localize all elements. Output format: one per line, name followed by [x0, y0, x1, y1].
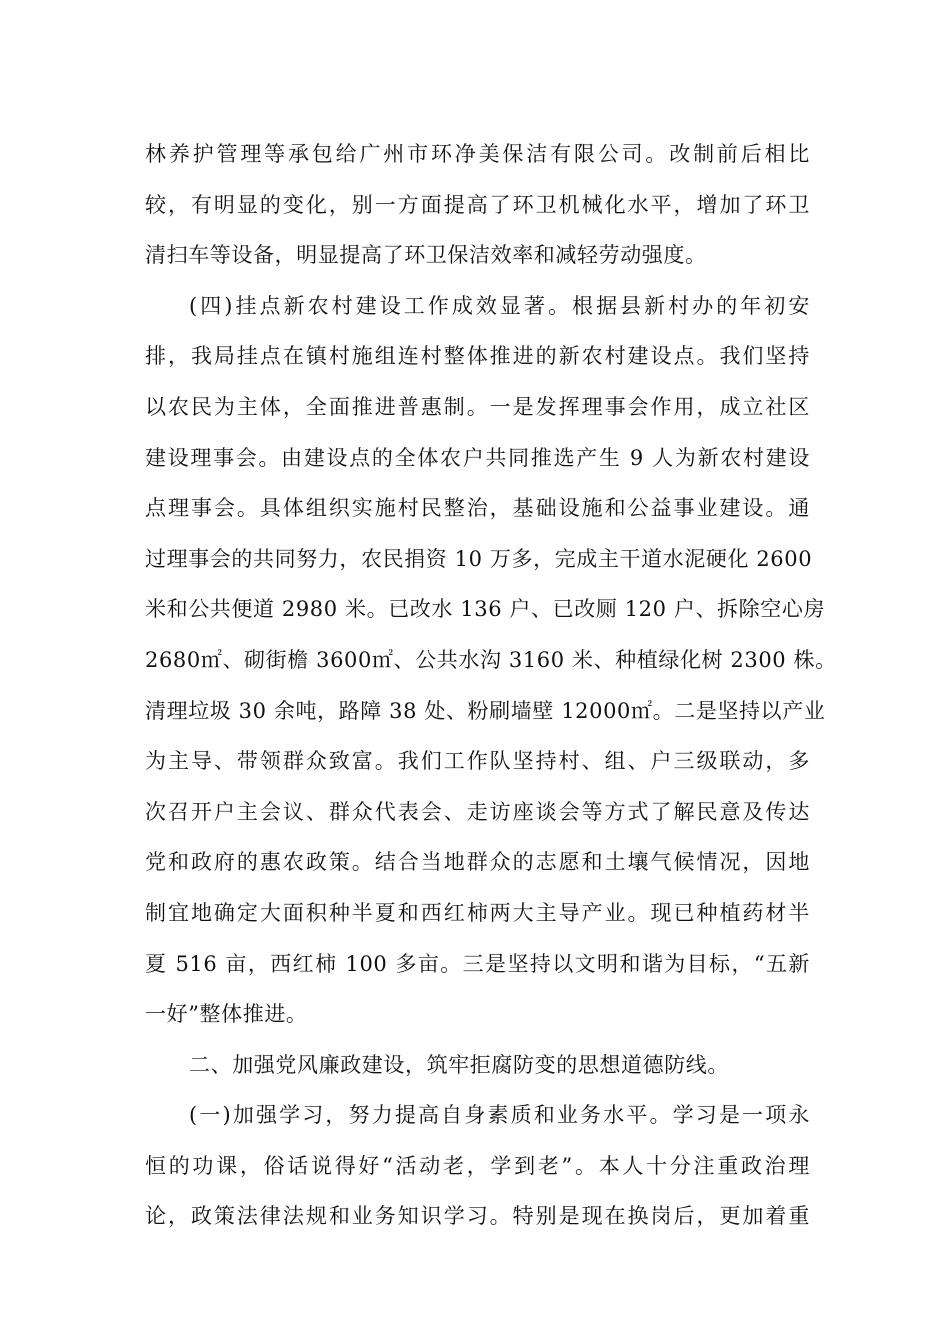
text-line: 林养护管理等承包给广州市环净美保洁有限公司。改制前后相比	[145, 142, 810, 166]
text-line: 清理垃圾 30 余吨，路障 38 处、粉刷墙壁 12000㎡。二是坚持以产业	[145, 698, 826, 723]
text-line: 为主导、带领群众致富。我们工作队坚持村、组、户三级联动，多	[145, 749, 810, 774]
text-line: 党和政府的惠农政策。结合当地群众的志愿和土壤气候情况，因地	[145, 850, 810, 875]
text-line: 一好”整体推进。	[145, 1002, 308, 1027]
text-line: 较，有明显的变化，别一方面提高了环卫机械化水平，增加了环卫	[145, 192, 810, 217]
text-line: 建设理事会。由建设点的全体农户共同推选产生 9 人为新农村建设	[145, 445, 810, 470]
text-line: 以农民为主体，全面推进普惠制。一是发挥理事会作用，成立社区	[145, 394, 810, 419]
text-line: (四)挂点新农村建设工作成效显著。根据县新村办的年初安	[189, 293, 810, 318]
text-line: 过理事会的共同努力，农民捐资 10 万多，完成主干道水泥硬化 2600	[145, 546, 813, 571]
text-line: 恒的功课，俗话说得好“活动老，学到老”。本人十分注重政治理	[145, 1153, 810, 1178]
text-line: (一)加强学习，努力提高自身素质和业务水平。学习是一项永	[189, 1103, 810, 1128]
text-line: 2680㎡、砌街檐 3600㎡、公共水沟 3160 米、种植绿化树 2300 株。	[145, 647, 837, 672]
text-line: 米和公共便道 2980 米。已改水 136 户、已改厕 120 户、拆除空心房	[145, 597, 826, 622]
body-text	[145, 129, 837, 1242]
text-line: 排，我局挂点在镇村施组连村整体推进的新农村建设点。我们坚持	[145, 344, 810, 369]
text-line: 论，政策法律法规和业务知识学习。特别是现在换岗后，更加着重	[145, 1204, 810, 1229]
text-line: 清扫车等设备，明显提高了环卫保洁效率和减轻劳动强度。	[145, 243, 707, 268]
text-line: 夏 516 亩，西红柿 100 多亩。三是坚持以文明和谐为目标，“五新	[145, 951, 810, 976]
text-line: 次召开户主会议、群众代表会、走访座谈会等方式了解民意及传达	[145, 799, 810, 824]
text-line: 二、加强党风廉政建设，筑牢拒腐防变的思想道德防线。	[189, 1052, 729, 1077]
text-line: 制宜地确定大面积种半夏和西红柿两大主导产业。现已种植药材半	[145, 900, 810, 925]
text-line: 点理事会。具体组织实施村民整治，基础设施和公益事业建设。通	[145, 496, 810, 521]
